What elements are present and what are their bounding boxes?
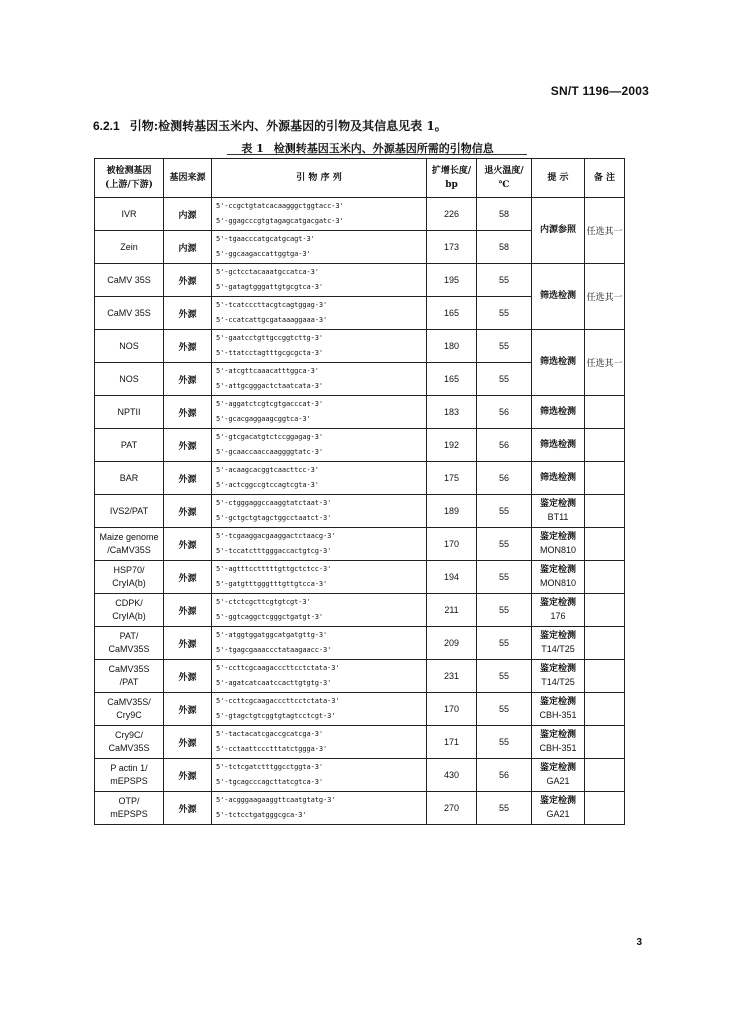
length-cell: 231 [427,660,477,693]
table-row [95,693,625,726]
note-cell [585,462,625,495]
length-cell: 211 [427,594,477,627]
sequence-cell: 5'-tcgaaggacgaaggactctaacg-3' 5'-tccatctttgggaccactgtcg-3' [212,528,427,561]
gene-cell: PAT/ CaMV35S [95,627,164,660]
gene-cell: OTP/ mEPSPS [95,792,164,825]
source-cell: 外源 [164,462,212,495]
source-cell: 外源 [164,792,212,825]
gene-cell: IVR [95,198,164,231]
sequence-cell: 5'-atggtggatggcatgatgttg-3' 5'-tgagcgaaaccctataagaacc-3' [212,627,427,660]
page-number: 3 [636,937,642,948]
temp-cell: 55 [477,660,532,693]
length-cell: 189 [427,495,477,528]
temp-cell: 56 [477,462,532,495]
source-cell: 外源 [164,429,212,462]
gene-cell: BAR [95,462,164,495]
length-cell: 180 [427,330,477,363]
table-row [95,759,625,792]
length-cell: 165 [427,297,477,330]
temp-cell: 58 [477,198,532,231]
gene-cell: Zein [95,231,164,264]
sequence-cell: 5'-ccttcgcaagacccttcctctata-3' 5'-gtagctgtcggtgtagtcctcgt-3' [212,693,427,726]
hint-cell: 鉴定检测 T14/T25 [532,627,585,660]
temp-cell: 56 [477,396,532,429]
temp-cell: 55 [477,330,532,363]
gene-cell: Maize genome /CaMV35S [95,528,164,561]
table-row [95,330,625,363]
table-row [95,561,625,594]
gene-cell: CaMV 35S [95,264,164,297]
note-cell [585,429,625,462]
temp-cell: 55 [477,594,532,627]
length-cell: 183 [427,396,477,429]
length-cell: 165 [427,363,477,396]
header-hint: 提 示 [532,159,585,198]
source-cell: 外源 [164,660,212,693]
source-cell: 外源 [164,396,212,429]
table-row [95,396,625,429]
intro-paragraph [93,117,447,134]
temp-cell: 55 [477,264,532,297]
temp-cell: 55 [477,528,532,561]
length-cell: 170 [427,693,477,726]
gene-cell: PAT [95,429,164,462]
note-cell [585,594,625,627]
source-cell: 外源 [164,627,212,660]
caption-underline [227,154,527,155]
temp-cell: 55 [477,363,532,396]
temp-cell: 55 [477,297,532,330]
sequence-cell: 5'-acaagcacggtcaacttcc-3' 5'-actcggccgtccagtcgta-3' [212,462,427,495]
sequence-cell: 5'-gtcgacatgtctccggagag-3' 5'-gcaaccaaccaaggggtatc-3' [212,429,427,462]
hint-cell: 筛选检测 [532,429,585,462]
length-cell: 175 [427,462,477,495]
note-cell [585,627,625,660]
temp-cell: 56 [477,759,532,792]
table-row [95,462,625,495]
table-row [95,594,625,627]
table-row [95,495,625,528]
sequence-cell: 5'-acgggaagaaggttcaatgtatg-3' 5'-tctcctgatgggcgca-3' [212,792,427,825]
source-cell: 外源 [164,726,212,759]
hint-cell: 鉴定检测 MON810 [532,528,585,561]
note-cell [585,495,625,528]
sequence-cell: 5'-gctcctacaaatgccatca-3' 5'-gatagtgggattgtgcgtca-3' [212,264,427,297]
source-cell: 外源 [164,363,212,396]
table-row [95,429,625,462]
hint-cell: 鉴定检测 176 [532,594,585,627]
temp-cell: 55 [477,693,532,726]
header-length: 扩增长度/ bp [427,159,477,198]
table-caption-label: 表 1 [241,142,264,155]
temp-cell: 55 [477,726,532,759]
primer-table [94,158,625,825]
source-cell: 外源 [164,693,212,726]
length-cell: 430 [427,759,477,792]
source-cell: 内源 [164,231,212,264]
note-cell [585,396,625,429]
sequence-cell: 5'-aggatctcgtcgtgacccat-3' 5'-gcacgaggaagcggtca-3' [212,396,427,429]
length-cell: 170 [427,528,477,561]
header-temp: 退火温度/ ℃ [477,159,532,198]
source-cell: 外源 [164,561,212,594]
gene-cell: CDPK/ CryIA(b) [95,594,164,627]
temp-cell: 55 [477,627,532,660]
length-cell: 173 [427,231,477,264]
sequence-cell: 5'-tgaacccatgcatgcagt-3' 5'-ggcaagaccattggtga-3' [212,231,427,264]
standard-code: SN/T 1196—2003 [550,84,649,98]
source-cell: 外源 [164,495,212,528]
hint-cell: 鉴定检测 CBH-351 [532,726,585,759]
sequence-cell: 5'-gaatcctgttgccggtcttg-3' 5'-ttatcctagtttgcgcgcta-3' [212,330,427,363]
intro-text: 引物:检测转基因玉米内、外源基因的引物及其信息见表 1。 [129,119,447,133]
note-cell [585,693,625,726]
sequence-cell: 5'-atcgttcaaacatttggca-3' 5'-attgcgggactctaatcata-3' [212,363,427,396]
note-cell: 任选其一 [585,198,625,264]
source-cell: 外源 [164,759,212,792]
gene-cell: Cry9C/ CaMV35S [95,726,164,759]
hint-cell: 筛选检测 [532,396,585,429]
table-row [95,264,625,297]
sequence-cell: 5'-tcatcccttacgtcagtggag-3' 5'-ccatcattgcgataaaggaaa-3' [212,297,427,330]
hint-cell: 鉴定检测 T14/T25 [532,660,585,693]
source-cell: 外源 [164,330,212,363]
temp-cell: 56 [477,429,532,462]
hint-cell: 鉴定检测 CBH-351 [532,693,585,726]
length-cell: 192 [427,429,477,462]
table-row [95,726,625,759]
source-cell: 外源 [164,528,212,561]
temp-cell: 55 [477,792,532,825]
table-caption-title: 检测转基因玉米内、外源基因所需的引物信息 [273,142,494,155]
length-cell: 171 [427,726,477,759]
table-row [95,660,625,693]
table-row [95,627,625,660]
sequence-cell: 5'-ctgggaggccaaggtatctaat-3' 5'-gctgctgtagctggcctaatct-3' [212,495,427,528]
sequence-cell: 5'-agtttcctttttgttgctctcc-3' 5'-gatgtttgggtttgttgtcca-3' [212,561,427,594]
hint-cell: 鉴定检测 MON810 [532,561,585,594]
header-gene: 被检测基因 (上游/下游) [95,159,164,198]
hint-cell: 鉴定检测 GA21 [532,759,585,792]
note-cell [585,528,625,561]
length-cell: 209 [427,627,477,660]
note-cell: 任选其一 [585,264,625,330]
gene-cell: CaMV35S /PAT [95,660,164,693]
section-number: 6.2.1 [93,119,120,133]
gene-cell: CaMV 35S [95,297,164,330]
note-cell [585,561,625,594]
note-cell [585,660,625,693]
hint-cell: 内源参照 [532,198,585,264]
gene-cell: CaMV35S/ Cry9C [95,693,164,726]
gene-cell: NOS [95,363,164,396]
gene-cell: NPTII [95,396,164,429]
hint-cell: 筛选检测 [532,330,585,396]
length-cell: 270 [427,792,477,825]
note-cell [585,759,625,792]
gene-cell: NOS [95,330,164,363]
hint-cell: 筛选检测 [532,264,585,330]
header-source: 基因来源 [164,159,212,198]
temp-cell: 55 [477,495,532,528]
temp-cell: 58 [477,231,532,264]
gene-cell: P actin 1/ mEPSPS [95,759,164,792]
note-cell [585,792,625,825]
gene-cell: IVS2/PAT [95,495,164,528]
source-cell: 内源 [164,198,212,231]
source-cell: 外源 [164,594,212,627]
length-cell: 226 [427,198,477,231]
table-header-row [95,159,625,198]
length-cell: 194 [427,561,477,594]
sequence-cell: 5'-tactacatcgaccgcatcga-3' 5'-cctaattccctttatctggga-3' [212,726,427,759]
note-cell: 任选其一 [585,330,625,396]
sequence-cell: 5'-tctcgatctttggcctggta-3' 5'-tgcagcccagcttatcgtca-3' [212,759,427,792]
header-note: 备 注 [585,159,625,198]
source-cell: 外源 [164,264,212,297]
table-row [95,198,625,231]
note-cell [585,726,625,759]
source-cell: 外源 [164,297,212,330]
sequence-cell: 5'-ccttcgcaagacccttcctctata-3' 5'-agatcatcaatccacttgtgtg-3' [212,660,427,693]
sequence-cell: 5'-ccgctgtatcacaagggctggtacc-3' 5'-ggagcccgtgtagagcatgacgatc-3' [212,198,427,231]
sequence-cell: 5'-ctctcgcttcgtgtcgt-3' 5'-ggtcaggctcgggctgatgt-3' [212,594,427,627]
length-cell: 195 [427,264,477,297]
header-sequence: 引 物 序 列 [212,159,427,198]
gene-cell: HSP70/ CryIA(b) [95,561,164,594]
temp-cell: 55 [477,561,532,594]
hint-cell: 鉴定检测 GA21 [532,792,585,825]
hint-cell: 筛选检测 [532,462,585,495]
hint-cell: 鉴定检测 BT11 [532,495,585,528]
table-row [95,792,625,825]
table-row [95,528,625,561]
